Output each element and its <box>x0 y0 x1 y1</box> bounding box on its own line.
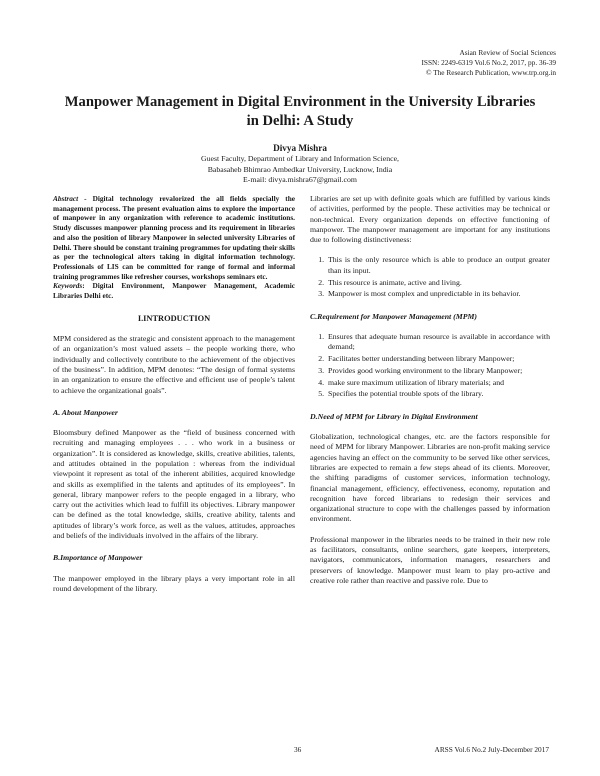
distinctiveness-list <box>310 255 550 299</box>
journal-publisher: © The Research Publication, www.trp.org.in <box>425 68 556 77</box>
list-item: 3. Provides good working environment to the library Manpower; <box>326 366 550 376</box>
footer-journal: ARSS Vol.6 No.2 July-December 2017 <box>434 745 549 754</box>
list-item: 2. Facilitates better understanding between library Manpower; <box>326 354 550 364</box>
left-column <box>53 194 295 604</box>
need-text-1: Globalization, technological changes, etc. are the factors responsible for need of MPM for library Manpower. Libraries are non-profit making service agencies having an effect on the community to be served like other services, libraries are expected to remain a few steps ahead of its clients. Moreover, the shifting paradigms of customer services, information technology, financial management, efficiency, effectiveness, economy, reputation and recognition have forced librarians to redesign their services and organizational structure to cope with the challenges passed by information environment. <box>310 432 550 524</box>
importance-text: The manpower employed in the library plays a very important role in all round development of the library. <box>53 573 295 593</box>
author-affiliation-1: Guest Faculty, Department of Library and Information Science, <box>200 154 400 163</box>
introduction-heading: I.INTRODUCTION <box>137 313 211 323</box>
paper-title: Manpower Management in Digital Environment in the University Libraries in Delhi: A Study <box>64 94 536 129</box>
introduction-text: MPM considered as the strategic and consistent approach to the management of an organization’s most valued assets – the people working there, who individually and collectively contribute to the achievement of the objectives of the business”. In addition, MPM denotes: “The design of formal systems in an organization to ensure the effective and efficient use of people’s talent to achieve the organizational goals”. <box>53 334 295 395</box>
keywords-label: Keywords <box>53 281 83 291</box>
about-manpower-heading: A. About Manpower <box>53 407 118 417</box>
need-text-2: Professional manpower in the libraries needs to be trained in their new role as facilitators, consultants, online searchers, gate keepers, interpreters, navigators, communicators, information managers, researchers and preservers of knowledge. Manpower must learn to play pro-active and creative role rather than reactive and passive role. Due to <box>310 534 550 585</box>
author-email: E-mail: divya.mishra67@gmail.com <box>243 175 357 184</box>
keywords-text: : Digital Environment, Manpower Management, Academic Libraries Delhi etc. <box>53 281 295 301</box>
list-item: 3. Manpower is most complex and unpredictable in its behavior. <box>326 289 550 299</box>
abstract-label: Abstract <box>53 194 79 203</box>
list-item: 1. Ensures that adequate human resource is available in accordance with demand; <box>326 332 550 353</box>
list-item: 5. Specifies the potential trouble spots of the library. <box>326 389 550 399</box>
author-block <box>0 142 600 186</box>
abstract <box>53 194 295 301</box>
page-number: 36 <box>294 745 302 754</box>
importance-heading: B.Importance of Manpower <box>53 553 143 563</box>
requirement-list <box>310 332 550 400</box>
journal-name: Asian Review of Social Sciences <box>459 48 556 57</box>
author-name: Divya Mishra <box>273 143 327 153</box>
list-item: 4. make sure maximum utilization of library materials; and <box>326 378 550 388</box>
list-item: 1. This is the only resource which is able to produce an output greater than its input. <box>326 255 550 276</box>
requirement-heading: C.Requirement for Manpower Management (MPM) <box>310 311 477 321</box>
author-affiliation-2: Babasaheb Bhimrao Ambedkar University, Lucknow, India <box>207 164 393 174</box>
journal-issn: ISSN: 2249-6319 Vol.6 No.2, 2017, pp. 36-39 <box>421 58 556 67</box>
list-item: 2. This resource is animate, active and living. <box>326 278 550 288</box>
right-intro-text: Libraries are set up with definite goals which are fulfilled by various kinds of activities, performed by the people. These activities may be technical or non-technical. Every organization depends on effective functioning of manpower. The manpower management are important for any institutions due to following distinctiveness: <box>310 194 550 245</box>
journal-header <box>421 48 556 78</box>
about-manpower-text: Bloomsbury defined Manpower as the “field of business concerned with recruiting and managing employees . . . who work in a business or organization”. It is considered as knowledge, skills, creative abilities, talents, and attitudes obtained in the population : whereas from the individual viewpoint it represent as total of the inherent abilities, acquired knowledge and skills as exemplified in the talents and aptitudes of its employees”. In general, library manpower refers to the people engaged in a library, who carry out the activities which lead to fulfill its objectives. Library manpower can be defined as the total knowledge, skills, creative ability, talents and aptitudes of library’s work force, as well as the values, attitudes, approaches and beliefs of the individuals involved in the affairs of the library. <box>53 428 295 541</box>
right-column <box>310 194 550 596</box>
abstract-text: - Digital technology revalorized the all fields specially the management process. The present evaluation aims to explore the importance of manpower in any organization with reference to academic institutions. Study discusses manpower planning process and its requirement in libraries and also the position of library Manpower in selected university Libraries of Delhi. There should be constant training programmes for updating their skills as per the technological alters taking in digital information technology. Professionals of LIS can be committed for range of formal and informal training programmes like refresher courses, workshops seminars etc. <box>53 194 295 281</box>
need-heading: D.Need of MPM for Library in Digital Environment <box>310 411 478 421</box>
